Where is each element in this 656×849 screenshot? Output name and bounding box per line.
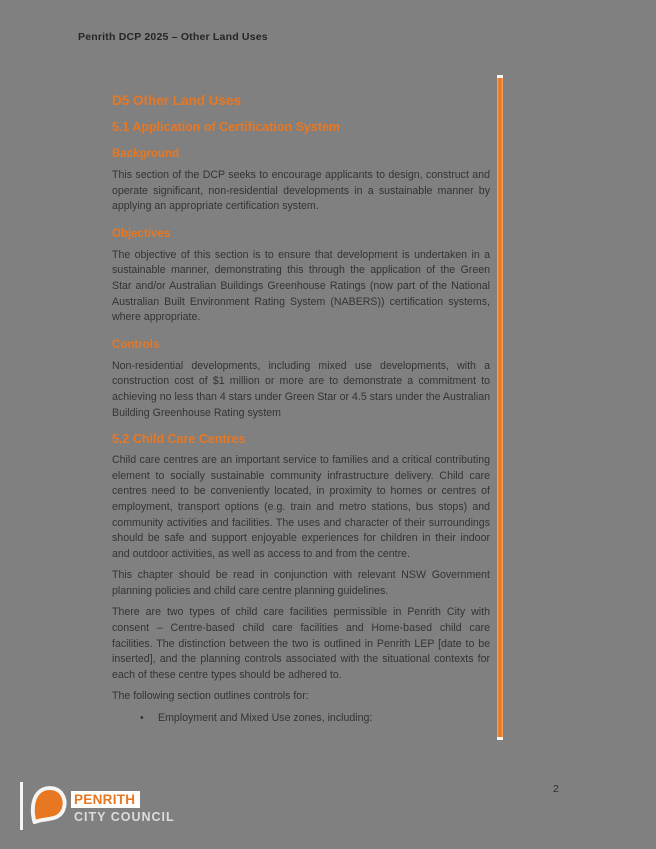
background-paragraph: This section of the DCP seeks to encourage applicants to design, construct and operate significant, non-residential developments in a sustainable manner by applying an appropriate certification system. bbox=[112, 169, 490, 213]
child-care-paragraph-2: This chapter should be read in conjunction with relevant NSW Government planning policies and child care centre planning guidelines. bbox=[112, 569, 490, 597]
chapter-heading: D5 Other Land Uses bbox=[112, 93, 242, 108]
child-care-paragraph-3: There are two types of child care facilities permissible in Penrith City with consent – Centre-based child care facilities and Home-based child care facilities. The distinction between the two is outlined in Penrith LEP [date to be inserted], and the planning controls associated with the situational contexts for each of these centre types should be adhered to. bbox=[112, 606, 490, 681]
orange-side-rule bbox=[497, 78, 503, 737]
section-5-2-heading: 5.2 Child Care Centres bbox=[112, 432, 246, 447]
penrith-droplet-icon bbox=[29, 777, 69, 839]
logo-text bbox=[71, 791, 175, 824]
bullet-icon: • bbox=[140, 712, 144, 725]
list-item-label: Employment and Mixed Use zones, including: bbox=[158, 712, 373, 725]
list-item bbox=[112, 711, 490, 727]
document-running-header: Penrith DCP 2025 – Other Land Uses bbox=[78, 31, 268, 43]
objectives-heading: Objectives bbox=[112, 227, 171, 240]
controls-heading: Controls bbox=[112, 338, 160, 351]
logo-white-bar bbox=[20, 782, 23, 830]
penrith-city-council-logo bbox=[20, 777, 175, 839]
controls-paragraph: Non-residential developments, including mixed use developments, with a construction cost of $1 million or more are to demonstrate a commitment to achieving no less than 4 stars under Green Star or 4.5 stars under the Australian Building Greenhouse Rating system bbox=[112, 359, 490, 419]
page-number: 2 bbox=[553, 783, 559, 795]
document-body bbox=[112, 92, 490, 727]
section-5-1-heading: 5.1 Application of Certification System bbox=[112, 120, 341, 134]
logo-line1: PENRITH bbox=[71, 791, 140, 808]
background-heading: Background bbox=[112, 148, 180, 160]
objectives-paragraph: The objective of this section is to ensure that development is undertaken in a sustainable manner, demonstrating this through the application of the Green Star and/or Australian Buildings Greenhouse Ratings (now part of the National Australian Built Environment Rating System (NABERS)) certification systems, where appropriate. bbox=[112, 248, 490, 324]
logo-line2: CITY COUNCIL bbox=[74, 810, 175, 824]
child-care-paragraph-1: Child care centres are an important service to families and a critical contributing element to socially sustainable community infrastructure delivery. Child care centres need to be conveniently located, in proximity to homes or centres of employment, transport options (e.g. train and metro stations, bus stops) and community activities and facilities. The uses and character of their surroundings should be safe and support enjoyable experiences for children in their indoor and outdoor activities, as well as access to and from the centre. bbox=[112, 454, 490, 560]
side-rule-top-cap bbox=[497, 75, 503, 78]
side-rule-bottom-cap bbox=[497, 737, 503, 740]
child-care-paragraph-4: The following section outlines controls for: bbox=[112, 690, 309, 703]
